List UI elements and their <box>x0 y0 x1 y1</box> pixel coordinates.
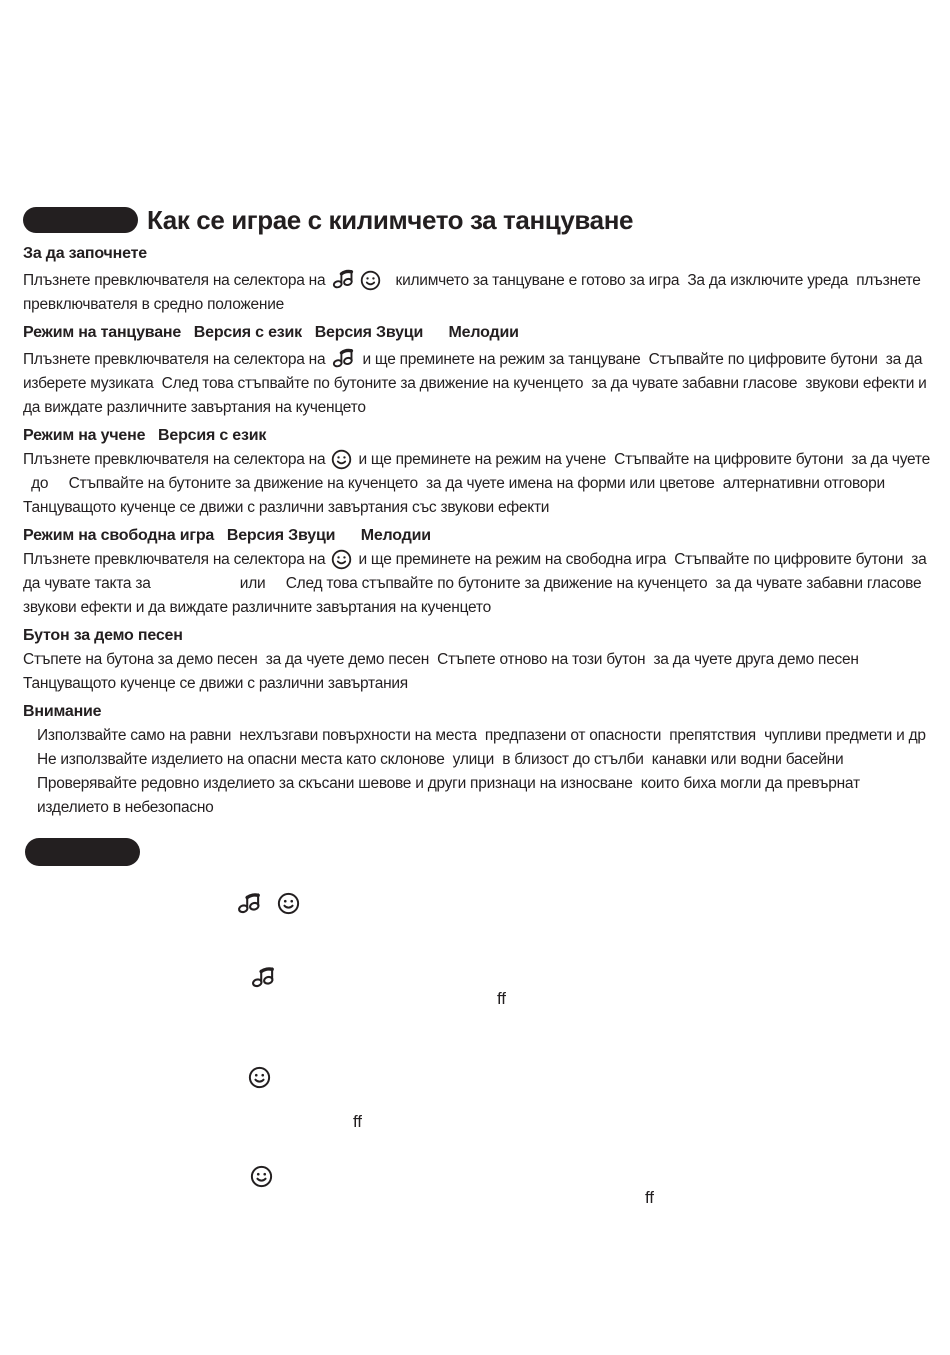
section-learning-mode <box>23 424 930 520</box>
text-segment: Плъзнете превключвателя на селектора на <box>23 551 330 568</box>
music-notes-icon <box>331 345 356 370</box>
section-heading: Режим на свободна игра Версия Звуци Мелодии <box>23 527 431 544</box>
text-fragment-ff: ff <box>497 989 506 1008</box>
text-line <box>23 548 930 572</box>
text-line: превключвателя в средно положение <box>23 296 284 313</box>
smiley-face-icon <box>277 892 300 915</box>
text-segment: Плъзнете превключвателя на селектора на <box>23 272 330 289</box>
section-dance-mode <box>23 321 930 420</box>
section-heading: Внимание <box>23 703 102 720</box>
text-line <box>23 266 930 293</box>
section-getting-started <box>23 242 930 317</box>
text-line: Проверявайте редовно изделието за скъсани шевове и други признаци на износване които биха могли да превърнат <box>37 775 860 792</box>
text-line: Не използвайте изделието на опасни места като склонове улици в близост до стълби канавки или водни басейни <box>37 751 844 768</box>
manual-text-column <box>23 202 930 820</box>
smiley-face-icon <box>248 1066 271 1089</box>
music-notes-icon <box>236 889 263 916</box>
text-fragment-ff: ff <box>353 1112 362 1131</box>
text-segment: Плъзнете превключвателя на селектора на <box>23 451 330 468</box>
text-segment: и ще преминете на режим на учене Стъпвайте на цифровите бутони за да чуете <box>354 451 930 468</box>
text-segment: Плъзнете превключвателя на селектора на <box>23 351 330 368</box>
section-heading: Режим на учене Версия с език <box>23 427 267 444</box>
header-pill-badge <box>23 207 138 233</box>
music-notes-icon <box>250 963 277 990</box>
text-line: Танцуващото кученце се движи с различни завъртания <box>23 675 408 692</box>
page-title: Как се играе с килимчето за танцуване <box>147 204 634 235</box>
section-caution <box>23 700 930 820</box>
section-demo-song-button <box>23 624 930 696</box>
text-line: Използвайте само на равни нехлъзгави повърхности на места предпазени от опасности препятствия чупливи предмети и др <box>37 727 926 744</box>
text-line: до Стъпвайте на бутоните за движение на кученцето за да чуете имена на форми или цветове алтернативни отговори <box>23 475 885 492</box>
smiley-face-icon <box>331 549 352 570</box>
section-heading: Бутон за демо песен <box>23 627 183 644</box>
text-segment: и ще преминете на режим на свободна игра Стъпвайте по цифровите бутони за <box>354 551 927 568</box>
smiley-face-icon <box>250 1165 273 1188</box>
text-fragment-ff: ff <box>645 1188 654 1207</box>
section-heading: За да започнете <box>23 245 147 262</box>
footer-pill-badge <box>25 838 140 866</box>
smiley-face-icon <box>331 449 352 470</box>
text-line: звукови ефекти и да виждате различните завъртания на кученцето <box>23 599 491 616</box>
text-segment: килимчето за танцуване е готово за игра За да изключите уреда плъзнете <box>383 272 921 289</box>
page-title-row <box>23 202 930 238</box>
section-free-play-mode <box>23 524 930 620</box>
text-line: изделието в небезопасно <box>37 799 214 816</box>
music-notes-icon <box>331 266 356 291</box>
text-segment: и ще преминете на режим за танцуване Стъпвайте по цифровите бутони за да <box>358 351 923 368</box>
text-line: изберете музиката След това стъпвайте по бутоните за движение на кученцето за да чувате забавни гласове звукови ефекти и <box>23 375 927 392</box>
text-line: Танцуващото кученце се движи с различни завъртания със звукови ефекти <box>23 499 550 516</box>
text-line <box>23 345 930 372</box>
text-line <box>23 448 930 472</box>
text-line: Стъпете на бутона за демо песен за да чуете демо песен Стъпете отново на този бутон за да чуете друга демо песен <box>23 651 859 668</box>
text-line: да чувате такта за или След това стъпвайте по бутоните за движение на кученцето за да чувате забавни гласове <box>23 575 922 592</box>
text-line: да виждате различните завъртания на кученцето <box>23 399 366 416</box>
smiley-face-icon <box>360 270 381 291</box>
section-heading: Режим на танцуване Версия с език Версия Звуци Мелодии <box>23 324 519 341</box>
